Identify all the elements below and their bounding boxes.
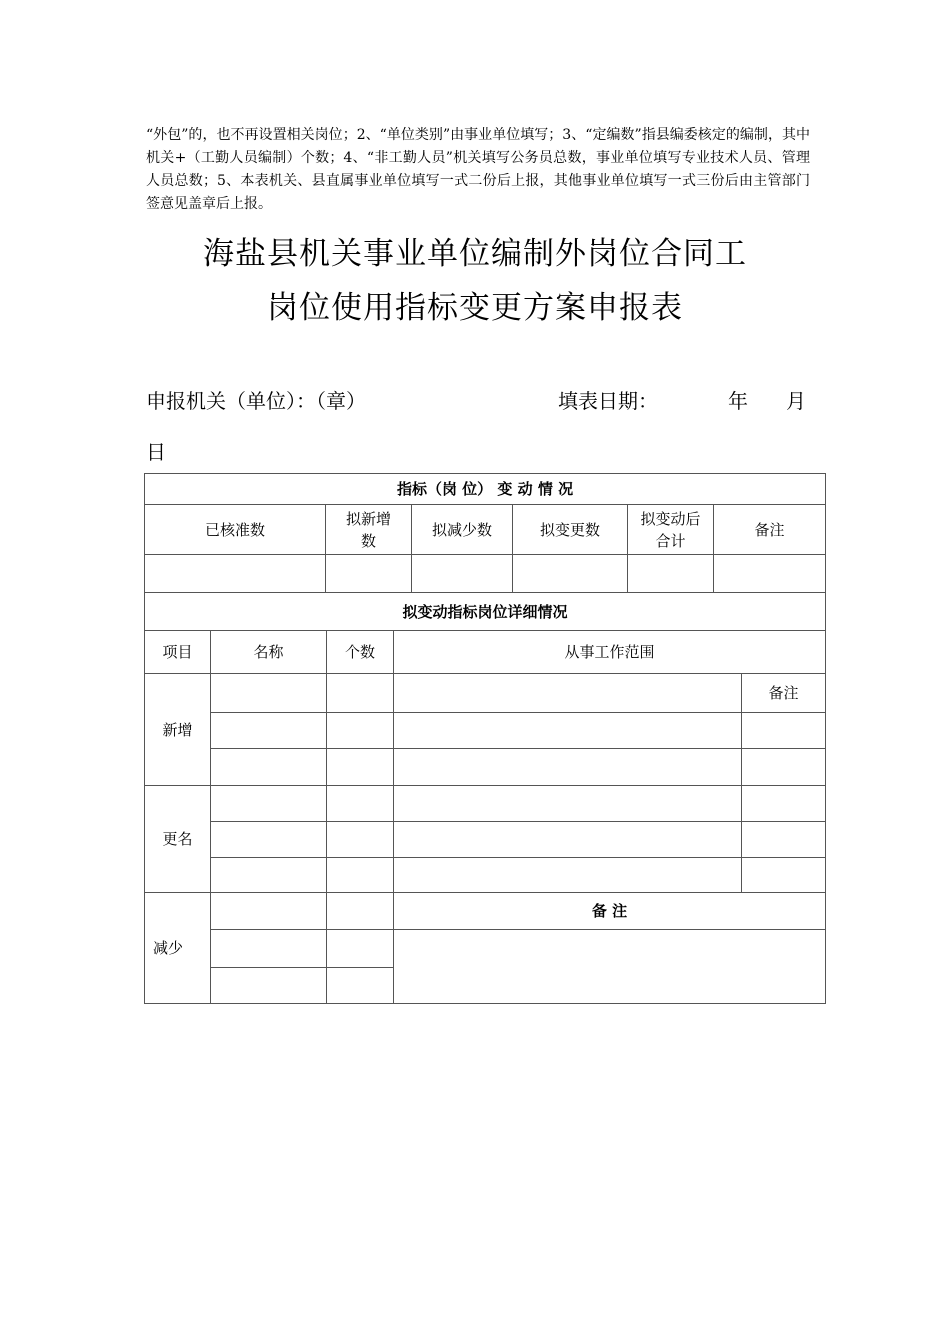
cell-name[interactable]	[211, 930, 327, 968]
cell-name[interactable]	[211, 893, 327, 930]
cell-scope[interactable]	[394, 786, 742, 822]
cell-scope[interactable]	[394, 674, 742, 713]
input-reduce[interactable]	[412, 555, 513, 593]
input-new[interactable]	[326, 555, 412, 593]
header-approved: 已核准数	[145, 505, 326, 555]
header-name: 名称	[211, 631, 327, 674]
cell-count[interactable]	[327, 713, 394, 749]
remarks-area[interactable]	[394, 930, 826, 1004]
header-remark: 备注	[714, 505, 826, 555]
input-remark[interactable]	[714, 555, 826, 593]
cell-scope[interactable]	[394, 749, 742, 786]
cell-name[interactable]	[211, 674, 327, 713]
form-title-line1: 海盐县机关事业单位编制外岗位合同工	[203, 236, 747, 272]
cell-count[interactable]	[327, 786, 394, 822]
cell-name[interactable]	[211, 713, 327, 749]
cell-name[interactable]	[211, 822, 327, 858]
date-label: 填表日期：	[558, 389, 658, 413]
cell-count[interactable]	[327, 893, 394, 930]
cell-name[interactable]	[211, 786, 327, 822]
cell-count[interactable]	[327, 968, 394, 1004]
header-item: 项目	[145, 631, 211, 674]
remark-label: 备注	[742, 674, 826, 713]
cell-count[interactable]	[327, 674, 394, 713]
notes-paragraph: “外包”的，也不再设置相关岗位；2、“单位类别”由事业单位填写；3、“定编数”指县编委核定的编制，其中机关+（工勤人员编制）个数；4、“非工勤人员”机关填写公务员总数，事业单位填写专业技术人员、管理人员总数；5、本表机关、县直属事业单位填写一式二份后上报，其他事业单位填写一式三份后由主管部门签意见盖章后上报。	[146, 127, 810, 212]
header-scope: 从事工作范围	[394, 631, 826, 674]
cell-remark[interactable]	[742, 786, 826, 822]
cell-scope[interactable]	[394, 713, 742, 749]
detail-table	[144, 592, 826, 1004]
header-new	[326, 505, 412, 555]
cell-remark[interactable]	[742, 713, 826, 749]
year-label: 年	[728, 389, 748, 413]
cell-remark[interactable]	[742, 822, 826, 858]
header-new-label: 拟新增数	[345, 509, 391, 550]
input-approved[interactable]	[145, 555, 326, 593]
group-label-reduce: 减少	[145, 893, 211, 1004]
cell-name[interactable]	[211, 968, 327, 1004]
cell-count[interactable]	[327, 858, 394, 893]
cell-name[interactable]	[211, 858, 327, 893]
cell-remark[interactable]	[742, 858, 826, 893]
cell-count[interactable]	[327, 749, 394, 786]
input-total[interactable]	[628, 555, 714, 593]
cell-scope[interactable]	[394, 858, 742, 893]
form-title-line2: 岗位使用指标变更方案申报表	[267, 290, 683, 326]
header-count: 个数	[327, 631, 394, 674]
input-change[interactable]	[513, 555, 628, 593]
group-label-new: 新增	[145, 674, 211, 786]
header-total	[628, 505, 714, 555]
org-label: 申报机关（单位）：（章）	[146, 389, 366, 413]
cell-count[interactable]	[327, 822, 394, 858]
summary-table	[144, 473, 826, 593]
header-change: 拟变更数	[513, 505, 628, 555]
cell-name[interactable]	[211, 749, 327, 786]
cell-remark[interactable]	[742, 749, 826, 786]
cell-scope[interactable]	[394, 822, 742, 858]
day-label: 日	[146, 440, 166, 464]
header-reduce: 拟减少数	[412, 505, 513, 555]
remarks-heading: 备 注	[394, 893, 826, 930]
header-total-label: 拟变动后合计	[640, 509, 701, 550]
detail-heading: 拟变动指标岗位详细情况	[145, 593, 826, 631]
group-label-rename: 更名	[145, 786, 211, 893]
month-label: 月	[786, 389, 806, 413]
cell-count[interactable]	[327, 930, 394, 968]
summary-heading: 指标（岗 位） 变 动 情 况	[145, 474, 826, 505]
